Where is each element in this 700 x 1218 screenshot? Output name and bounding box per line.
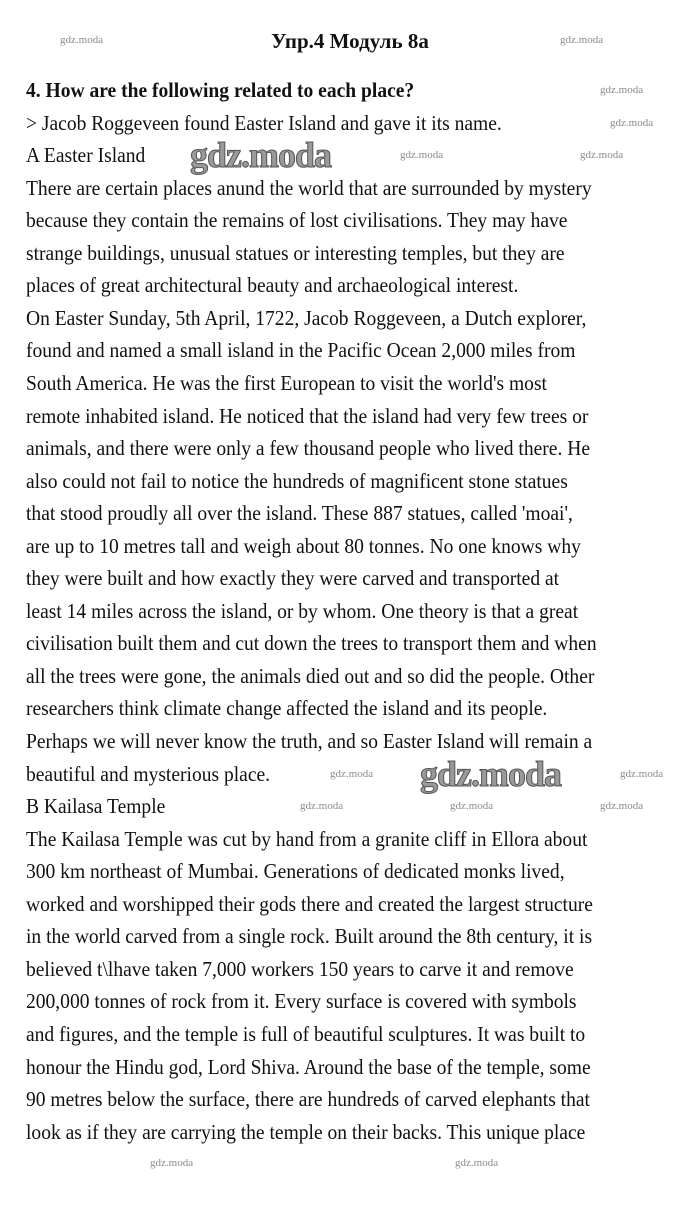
section-heading-a: A Easter Island [26, 143, 146, 168]
watermark-small: gdz.moda [600, 84, 644, 96]
watermark-logo: gdz.moda [420, 753, 562, 794]
watermark-small: gdz.moda [580, 149, 624, 162]
watermark-small: gdz.moda [455, 1156, 499, 1169]
text-line: believed t\lhave taken 7,000 workers 150 years to carve it and remove [26, 956, 574, 981]
text-line: are up to 10 metres tall and weigh about 80 tonnes. No one knows why [26, 533, 581, 558]
text-line: > Jacob Roggeveen found Easter Island and gave it its name. [26, 110, 502, 135]
watermark-small: gdz.moda [450, 800, 494, 813]
text-line: 300 km northeast of Mumbai. Generations of dedicated monks lived, [26, 859, 565, 884]
page-title: Упр.4 Модуль 8а [271, 29, 429, 53]
text-line: because they contain the remains of lost civilisations. They may have [26, 208, 568, 233]
text-line: The Kailasa Temple was cut by hand from a granite cliff in Ellora about [26, 826, 588, 851]
section-heading-b: B Kailasa Temple [26, 794, 166, 819]
text-line: 90 metres below the surface, there are hundreds of carved elephants that [26, 1087, 590, 1112]
text-line: remote inhabited island. He noticed that the island had very few trees or [26, 403, 589, 428]
text-line: 200,000 tonnes of rock from it. Every surface is covered with symbols [26, 989, 577, 1014]
watermark-small: gdz.moda [610, 116, 654, 129]
text-line: look as if they are carrying the temple on their backs. This unique place [26, 1119, 586, 1144]
text-line: worked and worshipped their gods there and created the largest structure [26, 891, 593, 916]
text-line: Perhaps we will never know the truth, and so Easter Island will remain a [26, 729, 593, 753]
watermark-small: gdz.moda [330, 767, 374, 780]
text-line: animals, and there were only a few thousand people who lived there. He [26, 436, 591, 461]
text-line: in the world carved from a single rock. Built around the 8th century, it is [26, 924, 593, 949]
text-line: least 14 miles across the island, or by whom. One theory is that a great [26, 598, 579, 623]
text-line: On Easter Sunday, 5th April, 1722, Jacob Roggeveen, a Dutch explorer, [26, 305, 587, 330]
watermark-small: gdz.moda [620, 767, 664, 780]
watermark-small: gdz.moda [300, 800, 344, 813]
watermark-small: gdz.moda [150, 1156, 194, 1169]
exercise-heading: 4. How are the following related to each place? [26, 78, 415, 102]
text-line: that stood proudly all over the island. These 887 statues, called 'moai', [26, 501, 573, 526]
text-line: beautiful and mysterious place. [26, 761, 271, 786]
watermark-small: gdz.moda [560, 34, 604, 46]
text-line: researchers think climate change affected the island and its people. [26, 696, 548, 721]
watermark-small: gdz.moda [60, 34, 104, 46]
watermark-logo: gdz.moda [190, 135, 332, 176]
text-line: and figures, and the temple is full of beautiful sculptures. It was built to [26, 1021, 586, 1046]
text-line: they were built and how exactly they were carved and transported at [26, 566, 560, 591]
watermark-small: gdz.moda [600, 800, 644, 813]
watermark-small: gdz.moda [400, 149, 444, 162]
text-line: strange buildings, unusual statues or interesting temples, but they are [26, 240, 565, 265]
text-line: found and named a small island in the Pacific Ocean 2,000 miles from [26, 338, 576, 363]
text-line: also could not fail to notice the hundreds of magnificent stone statues [26, 468, 568, 493]
text-line: honour the Hindu god, Lord Shiva. Around the base of the temple, some [26, 1054, 591, 1079]
text-line: There are certain places anund the world that are surrounded by mystery [26, 175, 592, 200]
text-line: places of great architectural beauty and archaeological interest. [26, 273, 519, 298]
text-line: civilisation built them and cut down the trees to transport them and when [26, 631, 597, 656]
text-line: South America. He was the first European to visit the world's most [26, 370, 547, 395]
text-line: all the trees were gone, the animals died out and so did the people. Other [26, 663, 595, 688]
